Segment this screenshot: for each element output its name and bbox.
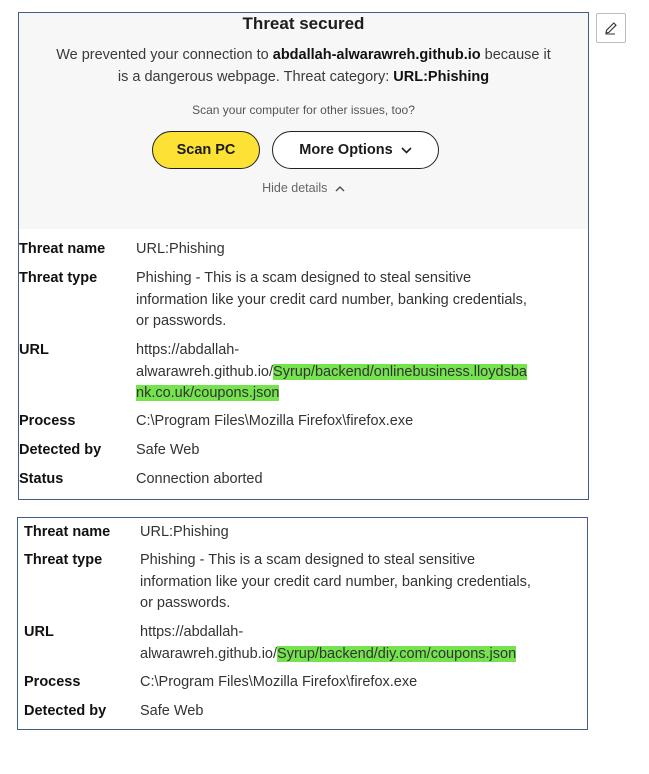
process-label: Process — [24, 674, 81, 690]
process-value: C:\Program Files\Mozilla Firefox\firefox.exe — [140, 674, 418, 690]
pencil-icon[interactable] — [596, 13, 626, 43]
alert-description: We prevented your connection to abdallah-alwarawreh.github.io because it is a dangerous webpage. Threat category: URL:Phishing — [56, 47, 551, 85]
hide-details-link[interactable] — [19, 181, 588, 195]
hide-details-label: Hide details — [262, 181, 328, 195]
alert-header — [19, 13, 588, 229]
chevron-down-icon — [401, 143, 412, 157]
threat-type-label: Threat type — [24, 552, 103, 568]
url-highlight: Syrup/backend/diy.com/coupons.json — [277, 645, 517, 662]
blocked-domain: abdallah-alwarawreh.github.io — [272, 47, 481, 63]
scan-question: Scan your computer for other issues, too? — [192, 103, 415, 117]
url-highlight: nk.co.uk/coupons.json — [136, 385, 280, 401]
threat-name-value: URL:Phishing — [140, 524, 229, 540]
url-label: URL — [19, 342, 49, 358]
detected-by-label: Detected by — [19, 442, 102, 458]
status-label: Status — [19, 471, 64, 487]
status-value: Connection aborted — [136, 471, 263, 487]
detected-by-value: Safe Web — [140, 703, 204, 719]
threat-alert-panel — [18, 12, 589, 500]
process-label: Process — [19, 413, 76, 429]
threat-type-value: Phishing - This is a scam designed to steal sensitive information like your credit card number, banking credentials, or passwords. — [140, 552, 531, 611]
detected-by-label: Detected by — [24, 703, 107, 719]
threat-name-label: Threat name — [24, 524, 111, 540]
detected-by-value: Safe Web — [136, 442, 200, 458]
url-value: https://abdallah- alwarawreh.github.io/Syrup/backend/onlinebusiness.lloydsba nk.co.uk/coupons.json — [136, 342, 527, 401]
chevron-up-icon — [335, 184, 345, 195]
url-value: https://abdallah- alwarawreh.github.io/Syrup/backend/diy.com/coupons.json — [140, 624, 517, 662]
threat-name-value: URL:Phishing — [136, 241, 225, 257]
more-options-button[interactable] — [272, 131, 439, 169]
threat-type-value: Phishing - This is a scam designed to steal sensitive information like your credit card number, banking credentials, or passwords. — [136, 270, 527, 329]
threat-category: URL:Phishing — [393, 69, 490, 85]
more-options-label: More Options — [299, 142, 393, 158]
url-highlight: Syrup/backend/onlinebusiness.lloydsba — [273, 363, 527, 380]
threat-name-label: Threat name — [19, 241, 106, 257]
scan-pc-button[interactable]: Scan PC — [152, 131, 260, 169]
threat-type-label: Threat type — [19, 270, 98, 286]
threat-details-panel — [17, 517, 588, 730]
process-value: C:\Program Files\Mozilla Firefox\firefox.exe — [136, 413, 414, 429]
url-label: URL — [24, 624, 54, 640]
alert-title: Threat secured — [242, 14, 365, 33]
